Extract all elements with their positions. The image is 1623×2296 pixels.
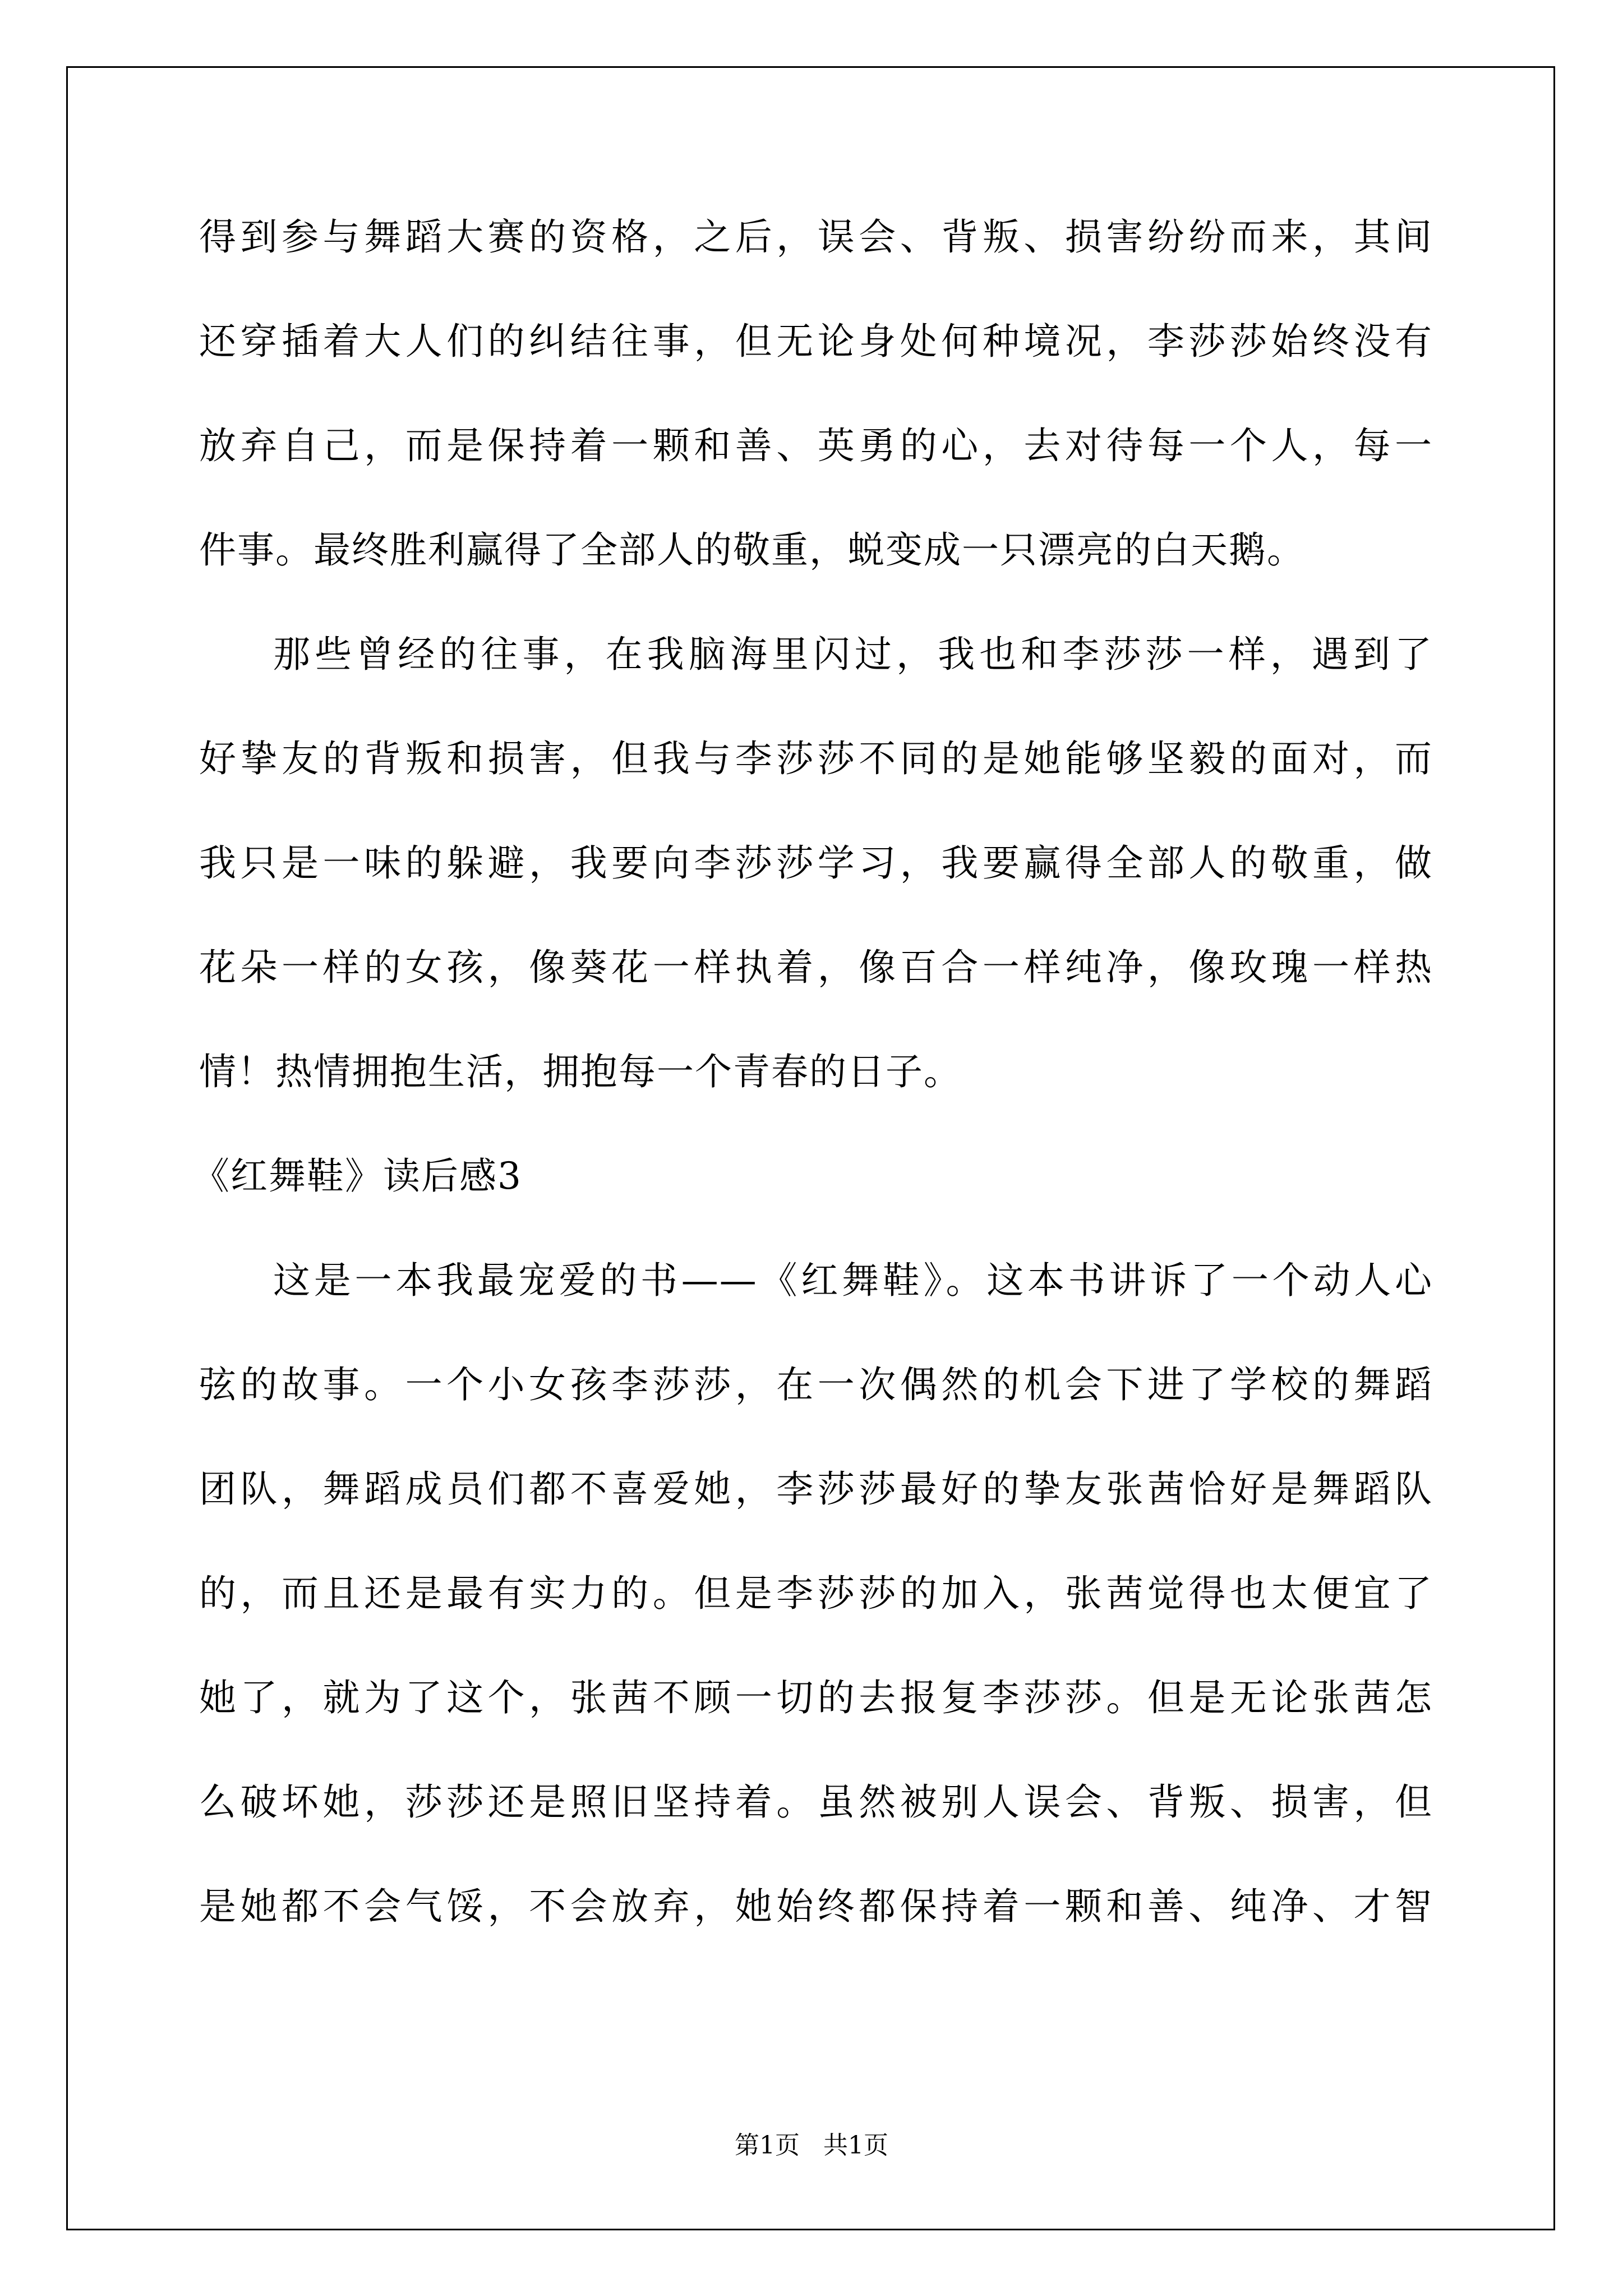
paragraph-3-line-5: 她了，就为了这个，张茜不顾一切的去报复李莎莎。但是无论张茜怎	[199, 1676, 1433, 1719]
paragraph-2-line-3: 我只是一味的躲避，我要向李莎莎学习，我要赢得全部人的敬重，做	[199, 841, 1433, 885]
paragraph-2-line-1: 那些曾经的往事，在我脑海里闪过，我也和李莎莎一样，遇到了	[273, 633, 1433, 676]
paragraph-3-line-3: 团队，舞蹈成员们都不喜爱她，李莎莎最好的挚友张茜恰好是舞蹈队	[199, 1467, 1433, 1511]
document-body	[192, 185, 1433, 1959]
paragraph-3-line-4: 的，而且还是最有实力的。但是李莎莎的加入，张茜觉得也太便宜了	[199, 1572, 1433, 1615]
paragraph-1-line-4: 件事。最终胜利赢得了全部人的敬重，蜕变成一只漂亮的白天鹅。	[199, 528, 1305, 572]
paragraph-1-line-2: 还穿插着大人们的纠结往事，但无论身处何种境况，李莎莎始终没有	[199, 320, 1433, 363]
paragraph-2-line-2: 好挚友的背叛和损害，但我与李莎莎不同的是她能够坚毅的面对，而	[199, 737, 1433, 780]
page-footer	[0, 2129, 1623, 2162]
paragraph-2-line-5: 情！热情拥抱生活，拥抱每一个青春的日子。	[199, 1050, 962, 1093]
paragraph-3-line-2: 弦的故事。一个小女孩李莎莎，在一次偶然的机会下进了学校的舞蹈	[199, 1363, 1433, 1406]
page-number: 第1页	[735, 2131, 800, 2160]
footer-separator	[800, 2131, 823, 2160]
total-pages: 共1页	[823, 2131, 888, 2160]
paragraph-1-line-3: 放弃自己，而是保持着一颗和善、英勇的心，去对待每一个人，每一	[199, 424, 1433, 467]
section-heading: 《红舞鞋》读后感3	[192, 1154, 522, 1198]
paragraph-3-line-7: 是她都不会气馁，不会放弃，她始终都保持着一颗和善、纯净、才智	[199, 1885, 1433, 1928]
paragraph-3-line-6: 么破坏她，莎莎还是照旧坚持着。虽然被别人误会、背叛、损害，但	[199, 1780, 1433, 1824]
paragraph-1-line-1: 得到参与舞蹈大赛的资格，之后，误会、背叛、损害纷纷而来，其间	[199, 215, 1433, 259]
paragraph-2-line-4: 花朵一样的女孩，像葵花一样执着，像百合一样纯净，像玫瑰一样热	[199, 946, 1433, 989]
paragraph-3-line-1: 这是一本我最宠爱的书——《红舞鞋》。这本书讲诉了一个动人心	[273, 1259, 1433, 1302]
